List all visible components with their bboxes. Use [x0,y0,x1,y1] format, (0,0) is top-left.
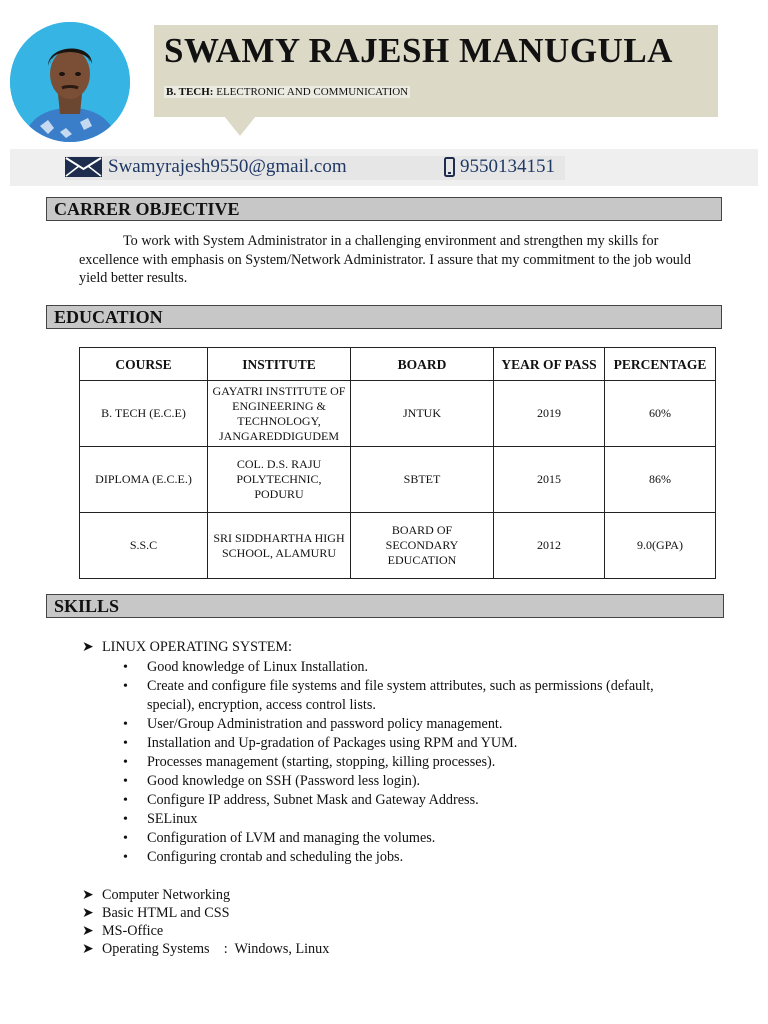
degree-value: ELECTRONIC AND COMMUNICATION [216,86,409,98]
phone-number[interactable]: 9550134151 [460,156,555,177]
table-cell: 2019 [494,381,605,447]
skill-label: MS-Office [102,923,164,939]
table-cell: B. TECH (E.C.E) [80,381,208,447]
list-item [82,904,329,922]
table-cell: 9.0(GPA) [605,513,716,579]
list-item: • Create and configure file systems and file system attributes, such as permissions (default, special), encryption, access control lists. [120,677,700,715]
column-header: COURSE [80,348,208,381]
candidate-name: SWAMY RAJESH MANUGULA [164,31,673,70]
mail-icon [65,157,102,177]
person-portrait [10,22,130,142]
list-item [82,886,329,904]
linux-skills-list [120,658,700,867]
list-item: • Good knowledge on SSH (Password less login). [120,772,700,791]
column-header: BOARD [351,348,494,381]
table-cell: BOARD OF SECONDARY EDUCATION [351,513,494,579]
other-skills-list [82,886,329,958]
table-cell: 60% [605,381,716,447]
table-cell: 2015 [494,447,605,513]
list-item [82,940,329,958]
profile-photo [10,22,130,142]
section-header-skills: SKILLS [46,594,724,618]
table-cell: COL. D.S. RAJU POLYTECHNIC, PODURU [208,447,351,513]
column-header: PERCENTAGE [605,348,716,381]
table-cell: JNTUK [351,381,494,447]
arrow-bullet-icon: ➤ [82,923,94,939]
table-row [80,447,716,513]
degree-label: B. TECH: [166,86,214,98]
phone-icon [444,157,455,177]
column-header: INSTITUTE [208,348,351,381]
table-cell: GAYATRI INSTITUTE OF ENGINEERING & TECHNOLOGY, JANGAREDDIGUDEM [208,381,351,447]
list-item: • Processes management (starting, stopping, killing processes). [120,753,700,772]
skill-label: Basic HTML and CSS [102,905,230,921]
list-item: • Good knowledge of Linux Installation. [120,658,700,677]
list-item: • User/Group Administration and password policy management. [120,715,700,734]
table-header-row [80,348,716,381]
table-cell: 2012 [494,513,605,579]
table-cell: SBTET [351,447,494,513]
list-item [82,922,329,940]
list-item: • Installation and Up-gradation of Packages using RPM and YUM. [120,734,700,753]
email-link[interactable]: Swamyrajesh9550@gmail.com [108,156,347,177]
list-item: • Configuring crontab and scheduling the jobs. [120,848,700,867]
table-cell: DIPLOMA (E.C.E.) [80,447,208,513]
table-cell: 86% [605,447,716,513]
table-row [80,513,716,579]
table-cell: S.S.C [80,513,208,579]
list-item: • SELinux [120,810,700,829]
arrow-bullet-icon: ➤ [82,941,94,957]
education-table [79,347,716,579]
section-header-objective: CARRER OBJECTIVE [46,197,722,221]
column-header: YEAR OF PASS [494,348,605,381]
skill-category-label: LINUX OPERATING SYSTEM: [102,639,292,655]
section-header-education: EDUCATION [46,305,722,329]
skill-category [82,639,292,656]
skill-label: Operating Systems : Windows, Linux [102,941,330,957]
list-item: • Configuration of LVM and managing the volumes. [120,829,700,848]
degree-line [164,86,410,98]
arrow-bullet-icon: ➤ [82,887,94,903]
header-banner [154,25,718,117]
arrow-bullet-icon: ➤ [82,905,94,921]
skill-label: Computer Networking [102,887,231,903]
objective-text: To work with System Administrator in a challenging environment and strengthen my skills for excellence with emphasis on System/Network Administrator. I assure that my commitment to the job would yield better results. [79,233,691,286]
banner-pointer [224,116,256,136]
table-row [80,381,716,447]
table-cell: SRI SIDDHARTHA HIGH SCHOOL, ALAMURU [208,513,351,579]
arrow-bullet-icon: ➤ [82,639,94,655]
list-item: • Configure IP address, Subnet Mask and Gateway Address. [120,791,700,810]
